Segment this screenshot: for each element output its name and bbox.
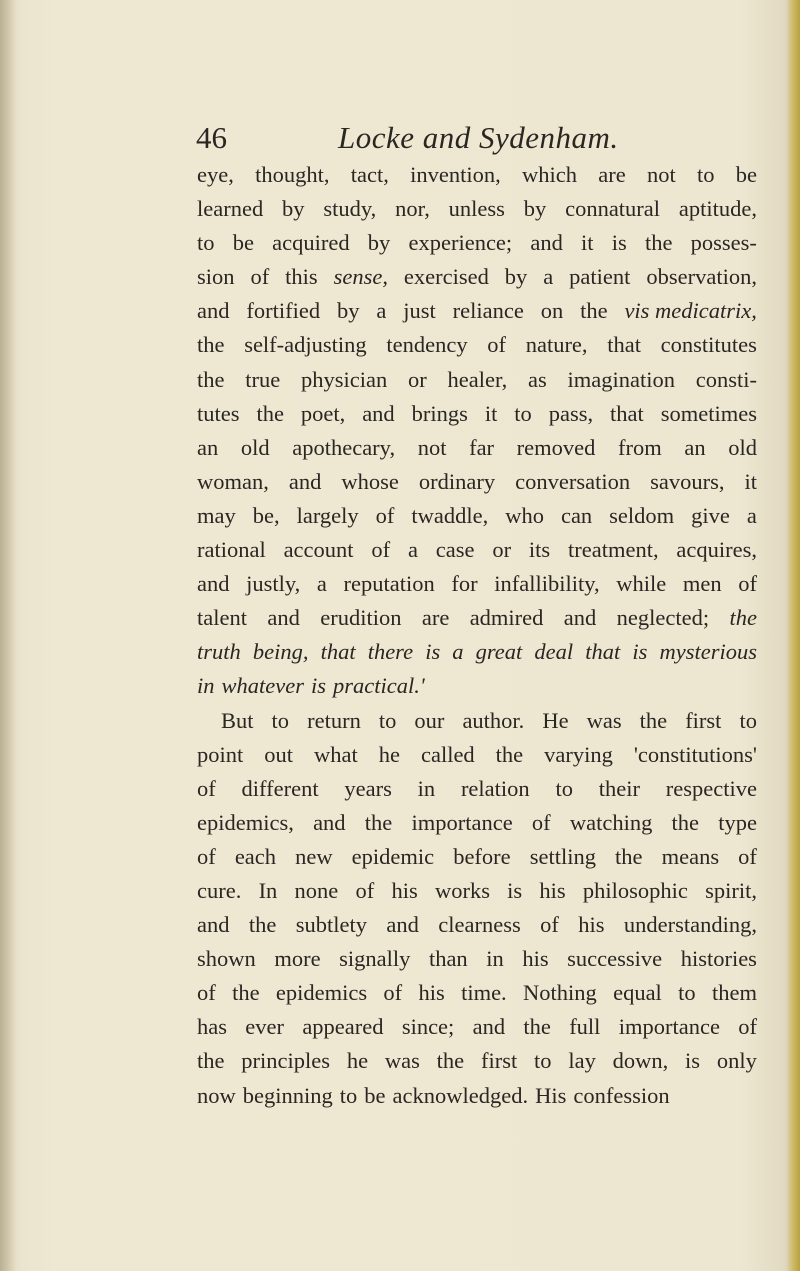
word: means: [661, 843, 720, 869]
word: men: [682, 571, 722, 597]
word: relation: [460, 775, 530, 801]
word: this: [285, 264, 318, 290]
word: time.: [461, 980, 507, 1006]
word: for: [451, 571, 478, 597]
word: clearness: [438, 912, 521, 938]
word: healer,: [447, 366, 508, 392]
word: is: [425, 639, 441, 665]
word: of: [250, 264, 270, 290]
word: now: [197, 1082, 236, 1108]
word: old: [728, 434, 757, 460]
word: acknowledged.: [392, 1082, 529, 1108]
word: tutes: [197, 400, 240, 426]
word: signally: [339, 946, 411, 972]
word: of: [355, 877, 375, 903]
word: its: [528, 537, 551, 563]
word: subtlety: [295, 912, 367, 938]
running-header: [196, 116, 656, 160]
word: by: [282, 196, 305, 222]
word: He: [542, 707, 569, 733]
word: nature,: [525, 332, 588, 358]
word: imagination: [567, 366, 675, 392]
word: lay: [568, 1048, 596, 1074]
word: whatever: [221, 673, 304, 699]
word: by: [523, 196, 547, 222]
word: the: [232, 980, 260, 1006]
word: connatural: [565, 196, 661, 222]
word: a: [407, 537, 418, 563]
word: may: [197, 502, 236, 528]
word: his: [391, 877, 418, 903]
word: infallibility,: [494, 571, 600, 597]
text-line: [197, 294, 757, 328]
word: of: [197, 843, 216, 869]
word: appeared: [302, 1014, 384, 1040]
word: of: [738, 1014, 757, 1040]
word: it: [581, 230, 594, 256]
word: cure.: [197, 877, 242, 903]
text-line: [197, 192, 757, 226]
word: out: [264, 741, 294, 767]
word: respective: [665, 775, 757, 801]
word: and: [530, 230, 563, 256]
word: self-adjusting: [244, 332, 367, 358]
word: of: [738, 843, 757, 869]
word: the: [197, 1048, 225, 1074]
word: first: [480, 1048, 518, 1074]
word: deal: [534, 639, 574, 665]
word: to: [378, 707, 397, 733]
text-line: [197, 772, 757, 806]
page-number: 46: [196, 120, 227, 155]
word: reputation: [343, 571, 435, 597]
word: his: [522, 946, 549, 972]
word: or: [408, 366, 427, 392]
word: and: [386, 912, 419, 938]
word: tact,: [350, 162, 389, 187]
word: the: [197, 366, 225, 392]
word: 'constitutions': [633, 741, 757, 767]
word: by: [504, 264, 528, 290]
word: he: [346, 1048, 369, 1074]
word: which: [521, 162, 577, 187]
word: what: [314, 741, 358, 767]
word: reliance: [452, 298, 524, 324]
word: a: [543, 264, 554, 290]
word: is: [311, 673, 327, 699]
word: is: [685, 1048, 701, 1074]
word: account: [283, 537, 354, 563]
word: to: [739, 707, 757, 733]
word: on: [540, 298, 564, 324]
word: a: [376, 298, 387, 324]
word: the: [580, 298, 608, 324]
text-line: [197, 567, 757, 601]
word: is: [611, 230, 627, 256]
word: in: [417, 775, 436, 801]
word: seldom: [609, 502, 675, 528]
word: than: [428, 946, 468, 972]
word: not: [646, 162, 676, 187]
text-line: [197, 704, 757, 738]
word: his: [418, 980, 445, 1006]
text-line: [197, 158, 757, 192]
text-line: [197, 942, 757, 976]
word: watching: [569, 809, 653, 835]
word: consti-: [695, 366, 757, 392]
word: justly,: [246, 571, 301, 597]
word: ever: [245, 1014, 285, 1040]
word: the: [671, 809, 700, 835]
word: has: [197, 1014, 227, 1040]
word: spirit,: [705, 877, 757, 903]
word: whose: [341, 468, 399, 494]
word: a: [746, 502, 757, 528]
word: being,: [252, 639, 309, 665]
word: importance: [618, 1014, 720, 1040]
word: each: [234, 843, 277, 869]
word: and: [563, 605, 597, 631]
word: posses-: [690, 230, 757, 256]
word: be: [735, 162, 757, 187]
word: type: [718, 809, 757, 835]
word: his: [578, 912, 605, 938]
word: the: [364, 809, 393, 835]
text-line: [197, 328, 757, 362]
word: be,: [252, 502, 280, 528]
word: of: [738, 571, 757, 597]
word: an: [684, 434, 706, 460]
word: of: [197, 775, 216, 801]
word: practical.': [333, 673, 425, 699]
word: an: [197, 434, 219, 460]
word: to: [534, 1048, 552, 1074]
italic-phrase: vis medicatrix,: [624, 298, 757, 324]
word: called: [420, 741, 475, 767]
word: unless: [448, 196, 505, 222]
word: invention,: [410, 162, 501, 187]
word: as: [527, 366, 547, 392]
word: it: [744, 468, 757, 494]
body-text: [197, 158, 757, 1113]
word: far: [469, 434, 495, 460]
text-line: [197, 363, 757, 397]
word: his: [539, 877, 566, 903]
word: savours,: [650, 468, 725, 494]
text-line: [197, 669, 757, 703]
word: their: [598, 775, 640, 801]
word: by: [336, 298, 360, 324]
word: the: [644, 230, 673, 256]
word: truth: [197, 639, 241, 665]
word: brings: [411, 400, 468, 426]
word: In: [258, 877, 278, 903]
word: the: [495, 741, 524, 767]
word: twaddle,: [411, 502, 489, 528]
word: and: [288, 468, 322, 494]
word: old: [240, 434, 270, 460]
word: true: [245, 366, 281, 392]
text-line: [197, 1079, 757, 1113]
word: epidemics: [275, 980, 368, 1006]
word: is: [507, 877, 523, 903]
word: experience;: [408, 230, 513, 256]
word: from: [618, 434, 662, 460]
gutter-shadow: [0, 0, 16, 1271]
word: the: [436, 1048, 465, 1074]
text-line: [197, 738, 757, 772]
word: removed: [516, 434, 596, 460]
word: to: [339, 1082, 358, 1108]
word: tendency: [386, 332, 468, 358]
word: be: [364, 1082, 386, 1108]
word: epidemics,: [197, 809, 294, 835]
word: learned: [197, 196, 264, 222]
word: works: [434, 877, 490, 903]
word: and: [197, 912, 230, 938]
text-line: [197, 601, 757, 635]
word: apothecary,: [292, 434, 396, 460]
word: just: [403, 298, 436, 324]
text-line: [197, 908, 757, 942]
word: constitutes: [660, 332, 757, 358]
word: principles: [241, 1048, 331, 1074]
word: philosophic: [582, 877, 688, 903]
word: poet,: [300, 400, 346, 426]
word: beginning: [242, 1082, 333, 1108]
text-line: [197, 1044, 757, 1078]
word: erudition: [320, 605, 402, 631]
word: and: [472, 1014, 506, 1040]
text-line: [197, 397, 757, 431]
word: to: [197, 230, 215, 256]
text-line: [197, 260, 757, 294]
text-line: [197, 635, 757, 669]
word: equal: [613, 980, 662, 1006]
word: eye,: [197, 162, 234, 187]
word: epidemic: [351, 843, 435, 869]
word: admired: [469, 605, 544, 631]
word: acquired: [272, 230, 350, 256]
word: mysterious: [659, 639, 757, 665]
word: before: [453, 843, 511, 869]
word: nor,: [395, 196, 430, 222]
running-title: Locke and Sydenham.: [338, 120, 619, 155]
word: different: [241, 775, 319, 801]
word: down,: [612, 1048, 669, 1074]
word: that: [585, 639, 621, 665]
word: to: [678, 980, 696, 1006]
word: was: [586, 707, 622, 733]
word: while: [616, 571, 667, 597]
word: full: [569, 1014, 601, 1040]
word: and: [197, 298, 230, 324]
word: there: [367, 639, 414, 665]
word: importance: [411, 809, 513, 835]
word: of: [531, 809, 551, 835]
text-line: [197, 226, 757, 260]
word: neglected;: [616, 605, 710, 631]
word: new: [295, 843, 333, 869]
word: more: [274, 946, 321, 972]
word: of: [197, 980, 216, 1006]
italic-word: sense,: [333, 264, 388, 290]
word: in: [486, 946, 504, 972]
word: shown: [197, 946, 256, 972]
word: our: [414, 707, 445, 733]
word: a: [316, 571, 327, 597]
word: His: [535, 1082, 567, 1108]
word: point: [197, 741, 244, 767]
word: But: [221, 707, 254, 733]
text-line: [197, 806, 757, 840]
word: not: [417, 434, 447, 460]
word: rational: [197, 537, 266, 563]
word: case: [435, 537, 475, 563]
text-line: [197, 1010, 757, 1044]
word: since;: [401, 1014, 455, 1040]
word: to: [555, 775, 573, 801]
word: are: [598, 162, 626, 187]
word: understanding,: [623, 912, 757, 938]
word: was: [384, 1048, 420, 1074]
word: only: [716, 1048, 757, 1074]
word: can: [560, 502, 593, 528]
word: exercised: [403, 264, 489, 290]
word: them: [711, 980, 757, 1006]
word: successive: [567, 946, 663, 972]
word: the: [615, 843, 643, 869]
word: the: [639, 707, 668, 733]
word: it: [484, 400, 498, 426]
word: a: [452, 639, 464, 665]
word: by: [367, 230, 391, 256]
word: talent: [197, 605, 247, 631]
word: or: [492, 537, 512, 563]
word: of: [383, 980, 403, 1006]
word: that: [610, 400, 644, 426]
word: of: [375, 502, 395, 528]
page-edge: [786, 0, 800, 1271]
word: the: [523, 1014, 551, 1040]
word: none: [294, 877, 339, 903]
text-line: [197, 533, 757, 567]
word: and: [362, 400, 395, 426]
word: return: [307, 707, 361, 733]
word: acquires,: [676, 537, 757, 563]
word: give: [691, 502, 730, 528]
word: confession: [573, 1082, 670, 1108]
word: first: [685, 707, 722, 733]
word: author.: [462, 707, 525, 733]
word: and: [313, 809, 346, 835]
word: to: [696, 162, 715, 187]
word: woman,: [197, 468, 269, 494]
word: conversation: [515, 468, 631, 494]
word: the: [248, 912, 277, 938]
text-line: [197, 840, 757, 874]
word: who: [505, 502, 544, 528]
word: settling: [529, 843, 596, 869]
word: to: [514, 400, 532, 426]
word: that: [320, 639, 356, 665]
word: and: [197, 571, 230, 597]
word: physician: [301, 366, 388, 392]
word: that: [607, 332, 641, 358]
word: pass,: [548, 400, 594, 426]
word: and: [267, 605, 300, 631]
word: sion: [197, 264, 235, 290]
word: patient: [569, 264, 631, 290]
word: ordinary: [418, 468, 496, 494]
word: are: [421, 605, 450, 631]
word: of: [540, 912, 559, 938]
word: varying: [544, 741, 613, 767]
word: of: [487, 332, 507, 358]
text-line: [197, 976, 757, 1010]
word: be: [232, 230, 254, 256]
word: sometimes: [660, 400, 757, 426]
word: great: [475, 639, 523, 665]
word: treatment,: [567, 537, 659, 563]
word: thought,: [255, 162, 330, 187]
text-line: [197, 431, 757, 465]
word: he: [378, 741, 400, 767]
word: years: [344, 775, 392, 801]
word: observation,: [646, 264, 757, 290]
text-line: [197, 874, 757, 908]
word: the: [197, 332, 225, 358]
word: to: [271, 707, 290, 733]
word: study,: [323, 196, 377, 222]
word: in: [197, 673, 215, 699]
word: of: [371, 537, 391, 563]
text-line: [197, 499, 757, 533]
italic-word: the: [729, 605, 757, 631]
word: largely: [296, 502, 359, 528]
word: histories: [680, 946, 757, 972]
word: the: [256, 400, 284, 426]
word: fortified: [246, 298, 321, 324]
word: aptitude,: [678, 196, 757, 222]
text-line: [197, 465, 757, 499]
word: Nothing: [523, 980, 597, 1006]
word: is: [632, 639, 648, 665]
